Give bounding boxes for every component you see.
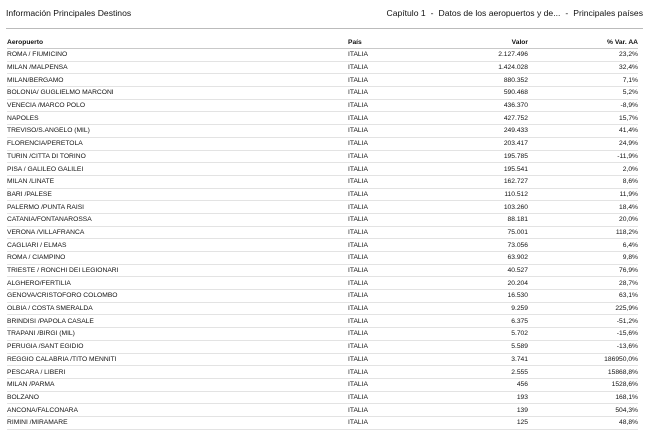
cell-valor: 125 [516, 419, 528, 427]
cell-valor: 436.370 [503, 102, 528, 110]
cell-aeropuerto: ANCONA/FALCONARA [7, 406, 78, 414]
table-row[interactable] [7, 252, 638, 265]
table-row[interactable] [7, 354, 638, 367]
cell-pais: ITALIA [348, 178, 368, 186]
cell-pais: ITALIA [348, 330, 368, 338]
table-row[interactable] [7, 112, 638, 125]
cell-var: -8,9% [620, 102, 638, 110]
cell-aeropuerto: MILAN /LINATE [7, 178, 55, 186]
breadcrumb-section[interactable]: Datos de los aeropuertos y de... [438, 8, 561, 18]
cell-valor: 5.589 [511, 343, 528, 351]
cell-aeropuerto: GENOVA/CRISTOFORO COLOMBO [7, 292, 118, 300]
cell-var: 23,2% [619, 51, 638, 59]
table-row[interactable] [7, 379, 638, 392]
breadcrumb-separator: - [430, 8, 434, 18]
breadcrumb-separator: - [565, 8, 569, 18]
cell-var: 20,0% [619, 216, 638, 224]
cell-pais: ITALIA [348, 102, 368, 110]
table-row[interactable] [7, 74, 638, 87]
cell-var: 5,2% [622, 89, 638, 97]
cell-aeropuerto: PESCARA / LIBERI [7, 368, 66, 376]
cell-aeropuerto: VENECIA /MARCO POLO [7, 102, 86, 110]
table-row[interactable] [7, 417, 638, 430]
cell-valor: 2.555 [511, 368, 528, 376]
cell-pais: ITALIA [348, 241, 368, 249]
cell-aeropuerto: RIMINI /MIRAMARE [7, 419, 68, 427]
cell-var: -11,9% [617, 152, 638, 160]
cell-var: 8,6% [622, 178, 638, 186]
table-row[interactable] [7, 151, 638, 164]
table-row[interactable] [7, 341, 638, 354]
cell-var: 18,4% [619, 203, 638, 211]
cell-var: 118,2% [615, 228, 638, 236]
cell-pais: ITALIA [348, 64, 368, 72]
cell-pais: ITALIA [348, 152, 368, 160]
cell-aeropuerto: NAPOLES [7, 114, 39, 122]
cell-var: 11,9% [619, 190, 638, 198]
table-row[interactable] [7, 62, 638, 75]
cell-aeropuerto: PISA / GALILEO GALILEI [7, 165, 84, 173]
cell-valor: 3.741 [511, 355, 528, 363]
table-row[interactable] [7, 214, 638, 227]
cell-aeropuerto: MILAN/BERGAMO [7, 76, 64, 84]
table-row[interactable] [7, 404, 638, 417]
cell-valor: 40.527 [507, 267, 528, 275]
table-row[interactable] [7, 189, 638, 202]
cell-aeropuerto: TREVISO/S.ANGELO (MIL) [7, 127, 90, 135]
table-row[interactable] [7, 239, 638, 252]
cell-var: 15868,8% [607, 368, 638, 376]
cell-valor: 75.001 [507, 228, 528, 236]
cell-valor: 195.785 [503, 152, 528, 160]
cell-aeropuerto: ROMA / FIUMICINO [7, 51, 68, 59]
cell-valor: 203.417 [503, 140, 528, 148]
cell-valor: 88.181 [507, 216, 528, 224]
cell-valor: 73.056 [507, 241, 528, 249]
cell-aeropuerto: CATANIA/FONTANAROSSA [7, 216, 92, 224]
cell-pais: ITALIA [348, 317, 368, 325]
table-row[interactable] [7, 303, 638, 316]
cell-pais: ITALIA [348, 114, 368, 122]
table-row[interactable] [7, 366, 638, 379]
table-row[interactable] [7, 201, 638, 214]
header-divider [6, 28, 643, 29]
cell-pais: ITALIA [348, 355, 368, 363]
table-row[interactable] [7, 87, 638, 100]
cell-valor: 16.530 [507, 292, 528, 300]
cell-var: 63,1% [619, 292, 638, 300]
cell-aeropuerto: BOLONIA/ GUGLIELMO MARCONI [7, 89, 114, 97]
table-row[interactable] [7, 392, 638, 405]
cell-var: -51,2% [616, 317, 638, 325]
report-header [6, 8, 643, 22]
cell-valor: 249.433 [503, 127, 528, 135]
cell-aeropuerto: TRAPANI /BIRGI (MIL) [7, 330, 75, 338]
table-row[interactable] [7, 100, 638, 113]
cell-var: 15,7% [619, 114, 638, 122]
cell-valor: 2.127.496 [498, 51, 528, 59]
table-row[interactable] [7, 176, 638, 189]
cell-aeropuerto: MILAN /PARMA [7, 381, 55, 389]
column-header-pais[interactable]: País [348, 39, 362, 46]
cell-aeropuerto: FLORENCIA/PERETOLA [7, 140, 83, 148]
cell-aeropuerto: BARI /PALESE [7, 190, 52, 198]
cell-var: 504,3% [615, 406, 638, 414]
cell-var: -15,6% [616, 330, 638, 338]
report-title: Información Principales Destinos [6, 8, 132, 18]
cell-pais: ITALIA [348, 368, 368, 376]
cell-pais: ITALIA [348, 228, 368, 236]
cell-aeropuerto: BOLZANO [7, 393, 39, 401]
table-header [7, 37, 638, 49]
cell-pais: ITALIA [348, 216, 368, 224]
table-row[interactable] [7, 163, 638, 176]
cell-var: 6,4% [622, 241, 638, 249]
cell-var: 48,8% [619, 419, 638, 427]
table-row[interactable] [7, 265, 638, 278]
cell-var: 7,1% [622, 76, 638, 84]
cell-valor: 427.752 [503, 114, 528, 122]
cell-valor: 1.424.028 [498, 64, 528, 72]
cell-valor: 5.702 [511, 330, 528, 338]
table-row[interactable] [7, 277, 638, 290]
cell-aeropuerto: TURIN /CITTA DI TORINO [7, 152, 86, 160]
cell-aeropuerto: PERUGIA /SANT EGIDIO [7, 343, 84, 351]
cell-aeropuerto: MILAN /MALPENSA [7, 64, 68, 72]
cell-valor: 110.512 [504, 190, 528, 198]
cell-aeropuerto: OLBIA / COSTA SMERALDA [7, 305, 93, 313]
cell-pais: ITALIA [348, 203, 368, 211]
breadcrumb-chapter[interactable]: Capítulo 1 [386, 8, 426, 18]
cell-pais: ITALIA [348, 51, 368, 59]
cell-pais: ITALIA [348, 381, 368, 389]
cell-aeropuerto: CAGLIARI / ELMAS [7, 241, 67, 249]
cell-var: 1528,6% [611, 381, 638, 389]
cell-aeropuerto: BRINDISI /PAPOLA CASALE [7, 317, 94, 325]
cell-var: 76,9% [619, 267, 638, 275]
cell-pais: ITALIA [348, 89, 368, 97]
cell-aeropuerto: PALERMO /PUNTA RAISI [7, 203, 85, 211]
column-header-valor[interactable]: Valor [511, 39, 528, 46]
cell-pais: ITALIA [348, 393, 368, 401]
cell-var: 9,8% [622, 254, 638, 262]
cell-pais: ITALIA [348, 165, 368, 173]
cell-pais: ITALIA [348, 76, 368, 84]
cell-aeropuerto: ROMA / CIAMPINO [7, 254, 66, 262]
cell-var: 28,7% [619, 279, 638, 287]
cell-pais: ITALIA [348, 292, 368, 300]
cell-valor: 6.375 [511, 317, 528, 325]
cell-valor: 162.727 [503, 178, 528, 186]
cell-valor: 103.260 [503, 203, 528, 211]
cell-var: 41,4% [619, 127, 638, 135]
cell-var: 168,1% [615, 393, 638, 401]
cell-valor: 20.204 [507, 279, 528, 287]
cell-aeropuerto: REGGIO CALABRIA /TITO MENNITI [7, 355, 117, 363]
cell-pais: ITALIA [348, 254, 368, 262]
cell-aeropuerto: VERONA /VILLAFRANCA [7, 228, 85, 236]
cell-pais: ITALIA [348, 267, 368, 275]
cell-var: -13,6% [616, 343, 638, 351]
cell-pais: ITALIA [348, 419, 368, 427]
cell-valor: 195.541 [503, 165, 528, 173]
table-row[interactable] [7, 315, 638, 328]
cell-valor: 590.468 [503, 89, 528, 97]
cell-valor: 63.902 [507, 254, 528, 262]
table-row[interactable] [7, 49, 638, 62]
column-header-aeropuerto[interactable]: Aeropuerto [7, 39, 44, 46]
cell-var: 225,9% [615, 305, 638, 313]
cell-var: 24,9% [619, 140, 638, 148]
cell-valor: 880.352 [503, 76, 528, 84]
cell-valor: 139 [516, 406, 528, 414]
cell-aeropuerto: TRIESTE / RONCHI DEI LEGIONARI [7, 267, 119, 275]
cell-pais: ITALIA [348, 140, 368, 148]
cell-aeropuerto: ALGHERO/FERTILIA [7, 279, 71, 287]
cell-valor: 193 [516, 393, 528, 401]
cell-pais: ITALIA [348, 343, 368, 351]
table-row[interactable] [7, 290, 638, 303]
cell-pais: ITALIA [348, 279, 368, 287]
table-row[interactable] [7, 138, 638, 151]
table-row[interactable] [7, 227, 638, 240]
column-header-var[interactable]: % Var. AA [607, 39, 638, 46]
cell-var: 32,4% [619, 64, 638, 72]
destinations-table [7, 37, 638, 430]
table-row[interactable] [7, 328, 638, 341]
cell-var: 186950,0% [604, 355, 638, 363]
cell-pais: ITALIA [348, 127, 368, 135]
cell-valor: 9.259 [511, 305, 528, 313]
breadcrumb [386, 8, 643, 18]
breadcrumb-subsection[interactable]: Principales países [573, 8, 643, 18]
cell-var: 2,0% [622, 165, 638, 173]
cell-valor: 456 [516, 381, 528, 389]
cell-pais: ITALIA [348, 305, 368, 313]
table-row[interactable] [7, 125, 638, 138]
cell-pais: ITALIA [348, 406, 368, 414]
cell-pais: ITALIA [348, 190, 368, 198]
table-body [7, 49, 638, 430]
